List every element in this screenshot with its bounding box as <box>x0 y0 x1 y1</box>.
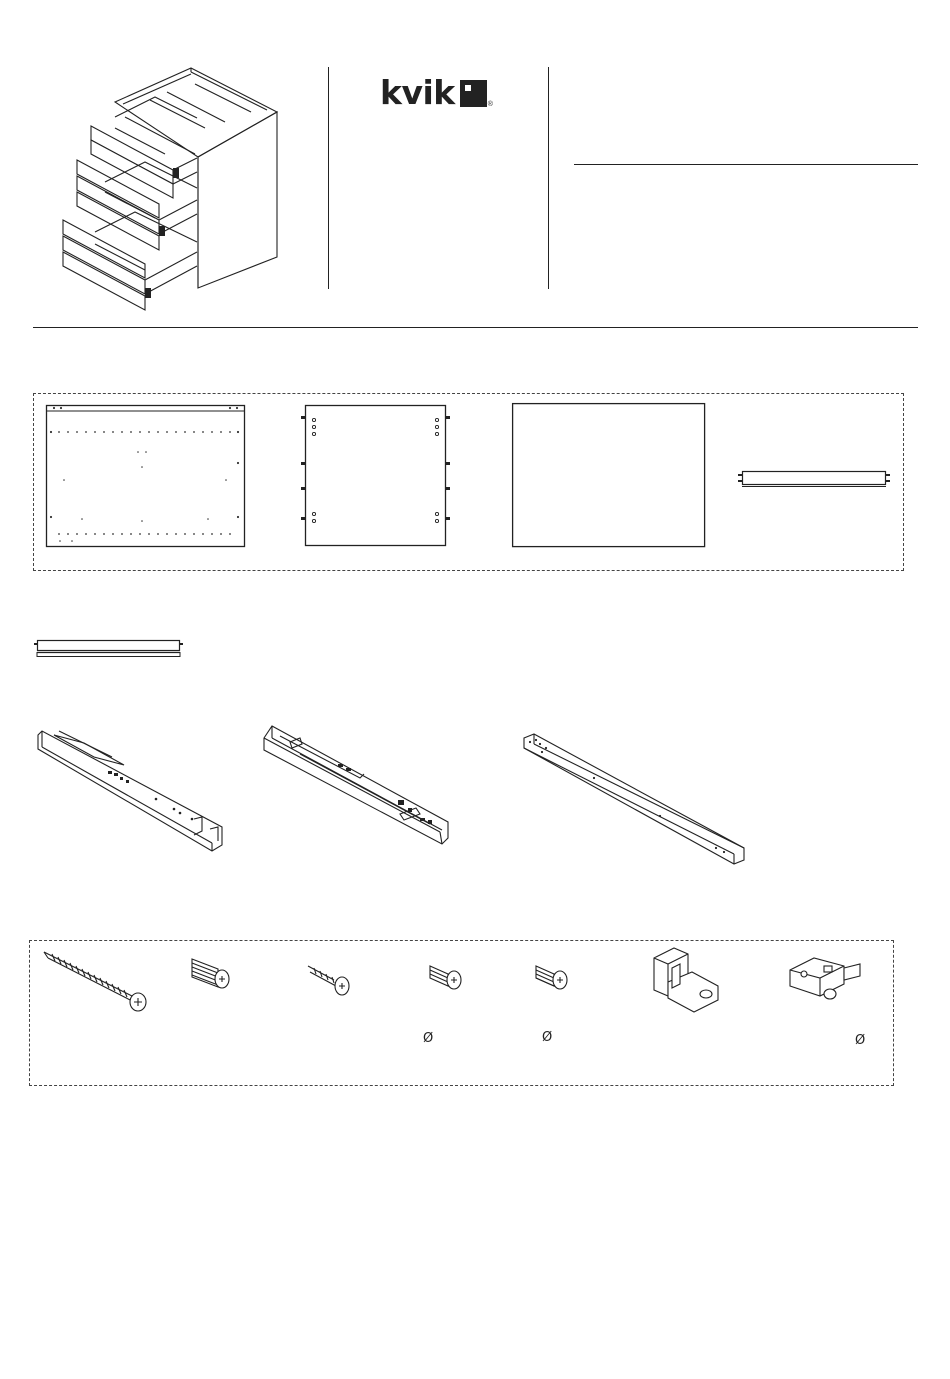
back-panel <box>300 405 452 547</box>
header-product-rule <box>574 164 918 165</box>
header-divider-left <box>328 67 329 289</box>
euro-screw-icon-1 <box>424 960 470 996</box>
brand-square-icon <box>460 80 487 107</box>
drawer-runner-left <box>34 727 230 857</box>
long-screw-icon <box>40 948 152 1014</box>
header-divider-right <box>548 67 549 289</box>
mounting-bracket-icon <box>648 942 724 1018</box>
cabinet-illustration <box>55 62 285 322</box>
diameter-symbol-1: Ø <box>423 1031 434 1046</box>
rail-strip <box>738 469 890 491</box>
shelf-clip-icon <box>784 950 870 1006</box>
brand-registered-mark: ® <box>487 101 493 108</box>
drawer-rail-long <box>520 730 750 868</box>
euro-screw-icon-2 <box>530 960 576 996</box>
loose-rail-strip <box>34 638 184 660</box>
connector-bolt-icon <box>186 955 234 997</box>
section-separator <box>33 327 918 328</box>
short-screw-icon <box>304 962 358 1002</box>
side-panel <box>46 405 246 547</box>
diameter-symbol-3: Ø <box>855 1033 866 1048</box>
brand-name: kvik <box>380 73 455 112</box>
diameter-symbol-2: Ø <box>542 1030 553 1045</box>
brand-logo <box>380 74 493 110</box>
top-panel <box>512 403 706 548</box>
drawer-runner-right <box>260 722 454 848</box>
